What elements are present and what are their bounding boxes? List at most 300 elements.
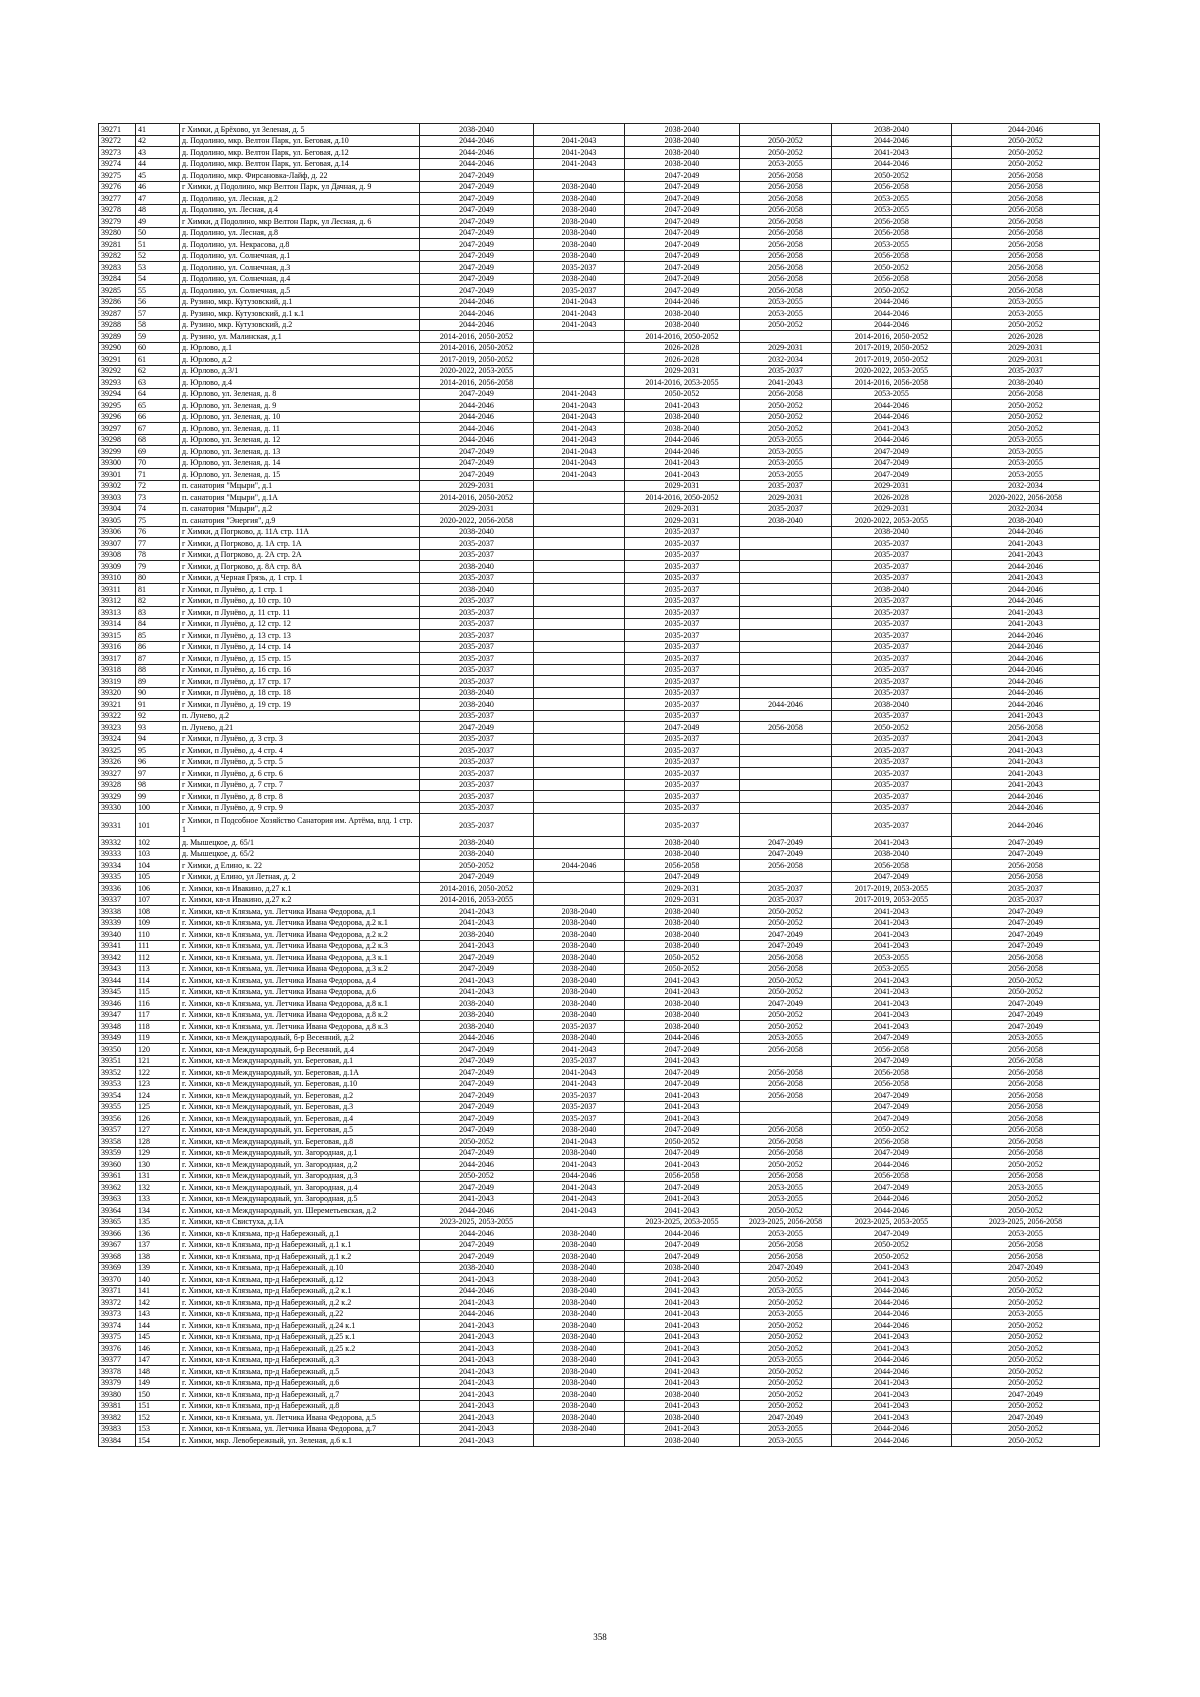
period-cell: 2035-2037 <box>952 883 1100 895</box>
row-number-cell: 46 <box>136 181 180 193</box>
period-cell: 2035-2037 <box>625 687 740 699</box>
period-cell: 2041-2043 <box>952 618 1100 630</box>
period-cell: 2047-2049 <box>740 929 832 941</box>
period-cell: 2035-2037 <box>625 653 740 665</box>
table-row <box>99 561 1100 573</box>
period-cell: 2056-2058 <box>740 204 832 216</box>
period-cell <box>740 664 832 676</box>
record-id-cell: 39384 <box>99 1435 136 1447</box>
period-cell: 2041-2043 <box>832 917 952 929</box>
address-cell: г. Химки, кв-л Клязьма, ул. Летчика Ивана Федорова, д.8 к.3 <box>180 1021 420 1033</box>
row-number-cell: 48 <box>136 204 180 216</box>
record-id-cell: 39343 <box>99 963 136 975</box>
table-row <box>99 1078 1100 1090</box>
period-cell: 2041-2043 <box>625 457 740 469</box>
row-number-cell: 144 <box>136 1320 180 1332</box>
period-cell: 2038-2040 <box>625 308 740 320</box>
period-cell: 2041-2043 <box>625 1055 740 1067</box>
period-cell <box>740 779 832 791</box>
period-cell: 2020-2022, 2053-2055 <box>832 365 952 377</box>
table-row <box>99 722 1100 734</box>
row-number-cell: 86 <box>136 641 180 653</box>
period-cell: 2047-2049 <box>420 239 534 251</box>
period-cell: 2041-2043 <box>832 837 952 849</box>
period-cell: 2041-2043 <box>420 1193 534 1205</box>
record-id-cell: 39378 <box>99 1366 136 1378</box>
period-cell: 2035-2037 <box>740 894 832 906</box>
period-cell: 2029-2031 <box>952 354 1100 366</box>
row-number-cell: 89 <box>136 676 180 688</box>
period-cell <box>740 653 832 665</box>
table-row <box>99 929 1100 941</box>
row-number-cell: 154 <box>136 1435 180 1447</box>
row-number-cell: 122 <box>136 1067 180 1079</box>
row-number-cell: 153 <box>136 1423 180 1435</box>
period-cell: 2044-2046 <box>625 296 740 308</box>
period-cell <box>740 676 832 688</box>
period-cell: 2047-2049 <box>420 1251 534 1263</box>
period-cell: 2041-2043 <box>534 411 625 423</box>
period-cell: 2014-2016, 2050-2052 <box>420 342 534 354</box>
period-cell: 2041-2043 <box>625 1366 740 1378</box>
period-cell: 2038-2040 <box>625 158 740 170</box>
period-cell: 2050-2052 <box>740 1331 832 1343</box>
table-row <box>99 457 1100 469</box>
record-id-cell: 39291 <box>99 354 136 366</box>
row-number-cell: 43 <box>136 147 180 159</box>
period-cell: 2038-2040 <box>625 940 740 952</box>
table-row <box>99 756 1100 768</box>
period-cell: 2044-2046 <box>534 1170 625 1182</box>
record-id-cell: 39368 <box>99 1251 136 1263</box>
period-cell: 2050-2052 <box>740 975 832 987</box>
record-id-cell: 39308 <box>99 549 136 561</box>
address-cell: г. Химки, кв-л Международный, ул. Береговая, д.10 <box>180 1078 420 1090</box>
record-id-cell: 39280 <box>99 227 136 239</box>
period-cell: 2035-2037 <box>534 1021 625 1033</box>
period-cell: 2035-2037 <box>420 595 534 607</box>
row-number-cell: 67 <box>136 423 180 435</box>
record-id-cell: 39283 <box>99 262 136 274</box>
row-number-cell: 71 <box>136 469 180 481</box>
period-cell: 2026-2028 <box>952 331 1100 343</box>
period-cell: 2038-2040 <box>625 906 740 918</box>
period-cell: 2014-2016, 2050-2052 <box>420 883 534 895</box>
period-cell <box>534 584 625 596</box>
period-cell <box>534 676 625 688</box>
period-cell: 2035-2037 <box>832 745 952 757</box>
row-number-cell: 99 <box>136 791 180 803</box>
period-cell: 2041-2043 <box>625 1400 740 1412</box>
record-id-cell: 39278 <box>99 204 136 216</box>
period-cell: 2050-2052 <box>952 1274 1100 1286</box>
record-id-cell: 39289 <box>99 331 136 343</box>
address-cell: д. Подолино, мкр. Велтон Парк, ул. Беговая, д.12 <box>180 147 420 159</box>
table-row <box>99 1044 1100 1056</box>
table-row <box>99 1159 1100 1171</box>
address-cell: д. Юрлово, ул. Зеленая, д. 14 <box>180 457 420 469</box>
period-cell: 2035-2037 <box>832 538 952 550</box>
table-row <box>99 1101 1100 1113</box>
period-cell <box>534 687 625 699</box>
period-cell: 2044-2046 <box>420 319 534 331</box>
address-cell: г. Химки, кв-л Клязьма, пр-д Набережный, д.2 к.1 <box>180 1285 420 1297</box>
period-cell: 2038-2040 <box>420 848 534 860</box>
table-row <box>99 1262 1100 1274</box>
table-row <box>99 952 1100 964</box>
period-cell: 2047-2049 <box>420 963 534 975</box>
period-cell: 2044-2046 <box>832 1435 952 1447</box>
period-cell: 2035-2037 <box>625 699 740 711</box>
period-cell: 2053-2055 <box>740 1228 832 1240</box>
period-cell: 2035-2037 <box>625 618 740 630</box>
record-id-cell: 39353 <box>99 1078 136 1090</box>
period-cell: 2029-2031 <box>740 342 832 354</box>
period-cell: 2056-2058 <box>740 388 832 400</box>
period-cell: 2041-2043 <box>952 710 1100 722</box>
period-cell: 2050-2052 <box>952 423 1100 435</box>
period-cell: 2056-2058 <box>952 388 1100 400</box>
address-cell: г. Химки, кв-л Клязьма, ул. Летчика Ивана Федорова, д.6 <box>180 986 420 998</box>
period-cell: 2044-2046 <box>420 158 534 170</box>
period-cell <box>534 733 625 745</box>
table-row <box>99 273 1100 285</box>
period-cell: 2041-2043 <box>832 1389 952 1401</box>
table-row <box>99 1136 1100 1148</box>
row-number-cell: 149 <box>136 1377 180 1389</box>
address-cell: г. Химки, кв-л Клязьма, пр-д Набережный, д.1 к.1 <box>180 1239 420 1251</box>
row-number-cell: 114 <box>136 975 180 987</box>
period-cell: 2041-2043 <box>832 975 952 987</box>
period-cell: 2041-2043 <box>534 446 625 458</box>
period-cell: 2053-2055 <box>952 469 1100 481</box>
period-cell: 2038-2040 <box>534 1262 625 1274</box>
period-cell: 2038-2040 <box>534 239 625 251</box>
period-cell: 2044-2046 <box>420 423 534 435</box>
period-cell: 2035-2037 <box>832 630 952 642</box>
period-cell: 2047-2049 <box>740 837 832 849</box>
table-row <box>99 319 1100 331</box>
record-id-cell: 39365 <box>99 1216 136 1228</box>
row-number-cell: 41 <box>136 124 180 136</box>
record-id-cell: 39305 <box>99 515 136 527</box>
period-cell: 2056-2058 <box>952 1251 1100 1263</box>
record-id-cell: 39349 <box>99 1032 136 1044</box>
period-cell <box>534 768 625 780</box>
address-cell: д. Юрлово, д.3/1 <box>180 365 420 377</box>
period-cell: 2050-2052 <box>740 906 832 918</box>
period-cell: 2038-2040 <box>625 1389 740 1401</box>
period-cell: 2038-2040 <box>625 124 740 136</box>
period-cell: 2044-2046 <box>952 595 1100 607</box>
period-cell: 2041-2043 <box>534 1193 625 1205</box>
period-cell: 2041-2043 <box>420 1297 534 1309</box>
period-cell: 2029-2031 <box>625 503 740 515</box>
period-cell: 2056-2058 <box>740 1251 832 1263</box>
period-cell: 2023-2025, 2056-2058 <box>952 1216 1100 1228</box>
row-number-cell: 110 <box>136 929 180 941</box>
period-cell: 2053-2055 <box>952 296 1100 308</box>
address-cell: д. Юрлово, ул. Зеленая, д. 13 <box>180 446 420 458</box>
period-cell: 2044-2046 <box>952 699 1100 711</box>
period-cell <box>534 745 625 757</box>
period-cell: 2050-2052 <box>952 1297 1100 1309</box>
table-row <box>99 906 1100 918</box>
period-cell: 2047-2049 <box>420 250 534 262</box>
row-number-cell: 120 <box>136 1044 180 1056</box>
period-cell: 2035-2037 <box>534 285 625 297</box>
period-cell: 2038-2040 <box>534 1423 625 1435</box>
row-number-cell: 50 <box>136 227 180 239</box>
period-cell: 2035-2037 <box>625 630 740 642</box>
table-row <box>99 1343 1100 1355</box>
row-number-cell: 47 <box>136 193 180 205</box>
record-id-cell: 39330 <box>99 802 136 814</box>
period-cell: 2050-2052 <box>832 170 952 182</box>
address-cell: п. санатория "Мцыри", д.2 <box>180 503 420 515</box>
period-cell: 2044-2046 <box>952 814 1100 837</box>
record-id-cell: 39375 <box>99 1331 136 1343</box>
period-cell: 2053-2055 <box>740 1354 832 1366</box>
period-cell: 2038-2040 <box>625 1412 740 1424</box>
period-cell: 2056-2058 <box>952 722 1100 734</box>
period-cell: 2035-2037 <box>420 756 534 768</box>
period-cell: 2050-2052 <box>832 1251 952 1263</box>
period-cell: 2038-2040 <box>420 687 534 699</box>
row-number-cell: 133 <box>136 1193 180 1205</box>
period-cell: 2053-2055 <box>832 204 952 216</box>
period-cell: 2035-2037 <box>625 791 740 803</box>
period-cell: 2050-2052 <box>740 1343 832 1355</box>
period-cell: 2053-2055 <box>740 457 832 469</box>
period-cell: 2038-2040 <box>534 1285 625 1297</box>
period-cell <box>534 538 625 550</box>
period-cell: 2035-2037 <box>420 710 534 722</box>
row-number-cell: 87 <box>136 653 180 665</box>
address-cell: д. Подолино, ул. Солнечная, д.1 <box>180 250 420 262</box>
period-cell: 2035-2037 <box>625 664 740 676</box>
table-row <box>99 1170 1100 1182</box>
period-cell: 2047-2049 <box>832 446 952 458</box>
period-cell: 2044-2046 <box>420 1205 534 1217</box>
period-cell: 2038-2040 <box>534 1366 625 1378</box>
period-cell: 2047-2049 <box>625 227 740 239</box>
row-number-cell: 142 <box>136 1297 180 1309</box>
table-row <box>99 1193 1100 1205</box>
period-cell: 2041-2043 <box>420 906 534 918</box>
record-id-cell: 39312 <box>99 595 136 607</box>
period-cell: 2041-2043 <box>420 975 534 987</box>
period-cell: 2041-2043 <box>832 1009 952 1021</box>
period-cell: 2044-2046 <box>952 687 1100 699</box>
period-cell: 2050-2052 <box>952 1354 1100 1366</box>
period-cell: 2041-2043 <box>420 1366 534 1378</box>
period-cell: 2038-2040 <box>952 515 1100 527</box>
period-cell: 2035-2037 <box>832 618 952 630</box>
row-number-cell: 51 <box>136 239 180 251</box>
row-number-cell: 76 <box>136 526 180 538</box>
row-number-cell: 109 <box>136 917 180 929</box>
period-cell: 2026-2028 <box>625 354 740 366</box>
period-cell: 2047-2049 <box>952 1009 1100 1021</box>
period-cell: 2038-2040 <box>534 1239 625 1251</box>
table-row <box>99 204 1100 216</box>
period-cell: 2041-2043 <box>534 1182 625 1194</box>
period-cell: 2053-2055 <box>952 1032 1100 1044</box>
period-cell <box>534 480 625 492</box>
period-cell: 2050-2052 <box>740 411 832 423</box>
period-cell <box>740 756 832 768</box>
record-id-cell: 39290 <box>99 342 136 354</box>
row-number-cell: 77 <box>136 538 180 550</box>
period-cell: 2032-2034 <box>740 354 832 366</box>
table-row <box>99 170 1100 182</box>
address-cell: г Химки, д Елино, ул Летная, д. 2 <box>180 871 420 883</box>
period-cell: 2047-2049 <box>952 998 1100 1010</box>
row-number-cell: 94 <box>136 733 180 745</box>
period-cell <box>740 572 832 584</box>
period-cell <box>740 124 832 136</box>
period-cell: 2035-2037 <box>832 756 952 768</box>
row-number-cell: 58 <box>136 319 180 331</box>
period-cell: 2038-2040 <box>420 699 534 711</box>
record-id-cell: 39309 <box>99 561 136 573</box>
table-row <box>99 193 1100 205</box>
period-cell: 2044-2046 <box>420 308 534 320</box>
period-cell: 2041-2043 <box>420 1400 534 1412</box>
period-cell: 2047-2049 <box>420 1044 534 1056</box>
record-id-cell: 39341 <box>99 940 136 952</box>
record-id-cell: 39373 <box>99 1308 136 1320</box>
record-id-cell: 39313 <box>99 607 136 619</box>
address-cell: г. Химки, кв-л Международный, ул. Береговая, д.1 <box>180 1055 420 1067</box>
period-cell: 2038-2040 <box>534 181 625 193</box>
record-id-cell: 39307 <box>99 538 136 550</box>
period-cell: 2038-2040 <box>625 929 740 941</box>
record-id-cell: 39310 <box>99 572 136 584</box>
record-id-cell: 39292 <box>99 365 136 377</box>
period-cell: 2041-2043 <box>534 1067 625 1079</box>
record-id-cell: 39336 <box>99 883 136 895</box>
period-cell: 2038-2040 <box>625 319 740 331</box>
table-row <box>99 1274 1100 1286</box>
period-cell: 2041-2043 <box>534 423 625 435</box>
table-row <box>99 1055 1100 1067</box>
address-cell: д. Подолино, мкр. Фирсановка-Лайф, д. 22 <box>180 170 420 182</box>
period-cell: 2041-2043 <box>625 1113 740 1125</box>
period-cell: 2047-2049 <box>625 216 740 228</box>
period-cell: 2038-2040 <box>534 1354 625 1366</box>
period-cell: 2029-2031 <box>420 503 534 515</box>
record-id-cell: 39374 <box>99 1320 136 1332</box>
table-row <box>99 124 1100 136</box>
period-cell: 2056-2058 <box>740 1147 832 1159</box>
period-cell: 2035-2037 <box>832 653 952 665</box>
period-cell: 2035-2037 <box>420 745 534 757</box>
table-row <box>99 538 1100 550</box>
period-cell: 2050-2052 <box>740 319 832 331</box>
period-cell: 2038-2040 <box>625 1262 740 1274</box>
table-row <box>99 687 1100 699</box>
period-cell: 2047-2049 <box>625 170 740 182</box>
period-cell: 2053-2055 <box>740 446 832 458</box>
row-number-cell: 53 <box>136 262 180 274</box>
table-row <box>99 1021 1100 1033</box>
period-cell: 2041-2043 <box>952 538 1100 550</box>
record-id-cell: 39376 <box>99 1343 136 1355</box>
record-id-cell: 39322 <box>99 710 136 722</box>
period-cell <box>740 618 832 630</box>
record-id-cell: 39293 <box>99 377 136 389</box>
period-cell: 2056-2058 <box>832 1044 952 1056</box>
address-cell: д. Юрлово, ул. Зеленая, д. 11 <box>180 423 420 435</box>
period-cell: 2056-2058 <box>740 860 832 872</box>
record-id-cell: 39299 <box>99 446 136 458</box>
period-cell: 2047-2049 <box>832 469 952 481</box>
period-cell: 2050-2052 <box>952 1193 1100 1205</box>
period-cell: 2023-2025, 2053-2055 <box>625 1216 740 1228</box>
record-id-cell: 39304 <box>99 503 136 515</box>
period-cell <box>740 1113 832 1125</box>
period-cell: 2041-2043 <box>420 1343 534 1355</box>
table-row <box>99 1366 1100 1378</box>
period-cell <box>534 377 625 389</box>
row-number-cell: 100 <box>136 802 180 814</box>
period-cell: 2056-2058 <box>952 963 1100 975</box>
row-number-cell: 117 <box>136 1009 180 1021</box>
period-cell: 2038-2040 <box>832 124 952 136</box>
record-id-cell: 39325 <box>99 745 136 757</box>
period-cell: 2047-2049 <box>420 1078 534 1090</box>
record-id-cell: 39351 <box>99 1055 136 1067</box>
period-cell: 2041-2043 <box>625 1377 740 1389</box>
record-id-cell: 39366 <box>99 1228 136 1240</box>
period-cell: 2041-2043 <box>534 469 625 481</box>
row-number-cell: 126 <box>136 1113 180 1125</box>
address-cell: г Химки, п Лунёво, д. 16 стр. 16 <box>180 664 420 676</box>
record-id-cell: 39281 <box>99 239 136 251</box>
period-cell: 2035-2037 <box>832 802 952 814</box>
record-id-cell: 39356 <box>99 1113 136 1125</box>
period-cell: 2014-2016, 2050-2052 <box>420 331 534 343</box>
record-id-cell: 39344 <box>99 975 136 987</box>
row-number-cell: 65 <box>136 400 180 412</box>
period-cell: 2056-2058 <box>952 250 1100 262</box>
row-number-cell: 64 <box>136 388 180 400</box>
period-cell: 2035-2037 <box>740 480 832 492</box>
period-cell: 2056-2058 <box>952 1044 1100 1056</box>
period-cell: 2050-2052 <box>952 400 1100 412</box>
period-cell: 2053-2055 <box>740 1308 832 1320</box>
table-row <box>99 986 1100 998</box>
period-cell: 2029-2031 <box>625 883 740 895</box>
address-cell: д. Рузино, мкр. Кутузовский, д.1 <box>180 296 420 308</box>
record-id-cell: 39301 <box>99 469 136 481</box>
row-number-cell: 123 <box>136 1078 180 1090</box>
address-cell: г Химки, п Лунёво, д. 10 стр. 10 <box>180 595 420 607</box>
period-cell <box>534 618 625 630</box>
table-row <box>99 526 1100 538</box>
period-cell: 2038-2040 <box>625 1021 740 1033</box>
period-cell: 2041-2043 <box>534 388 625 400</box>
period-cell <box>740 607 832 619</box>
period-cell <box>534 354 625 366</box>
address-cell: д. Юрлово, д.4 <box>180 377 420 389</box>
period-cell: 2056-2058 <box>625 1170 740 1182</box>
address-cell: г Химки, п Лунёво, д. 9 стр. 9 <box>180 802 420 814</box>
period-cell: 2035-2037 <box>832 779 952 791</box>
period-cell: 2041-2043 <box>952 768 1100 780</box>
